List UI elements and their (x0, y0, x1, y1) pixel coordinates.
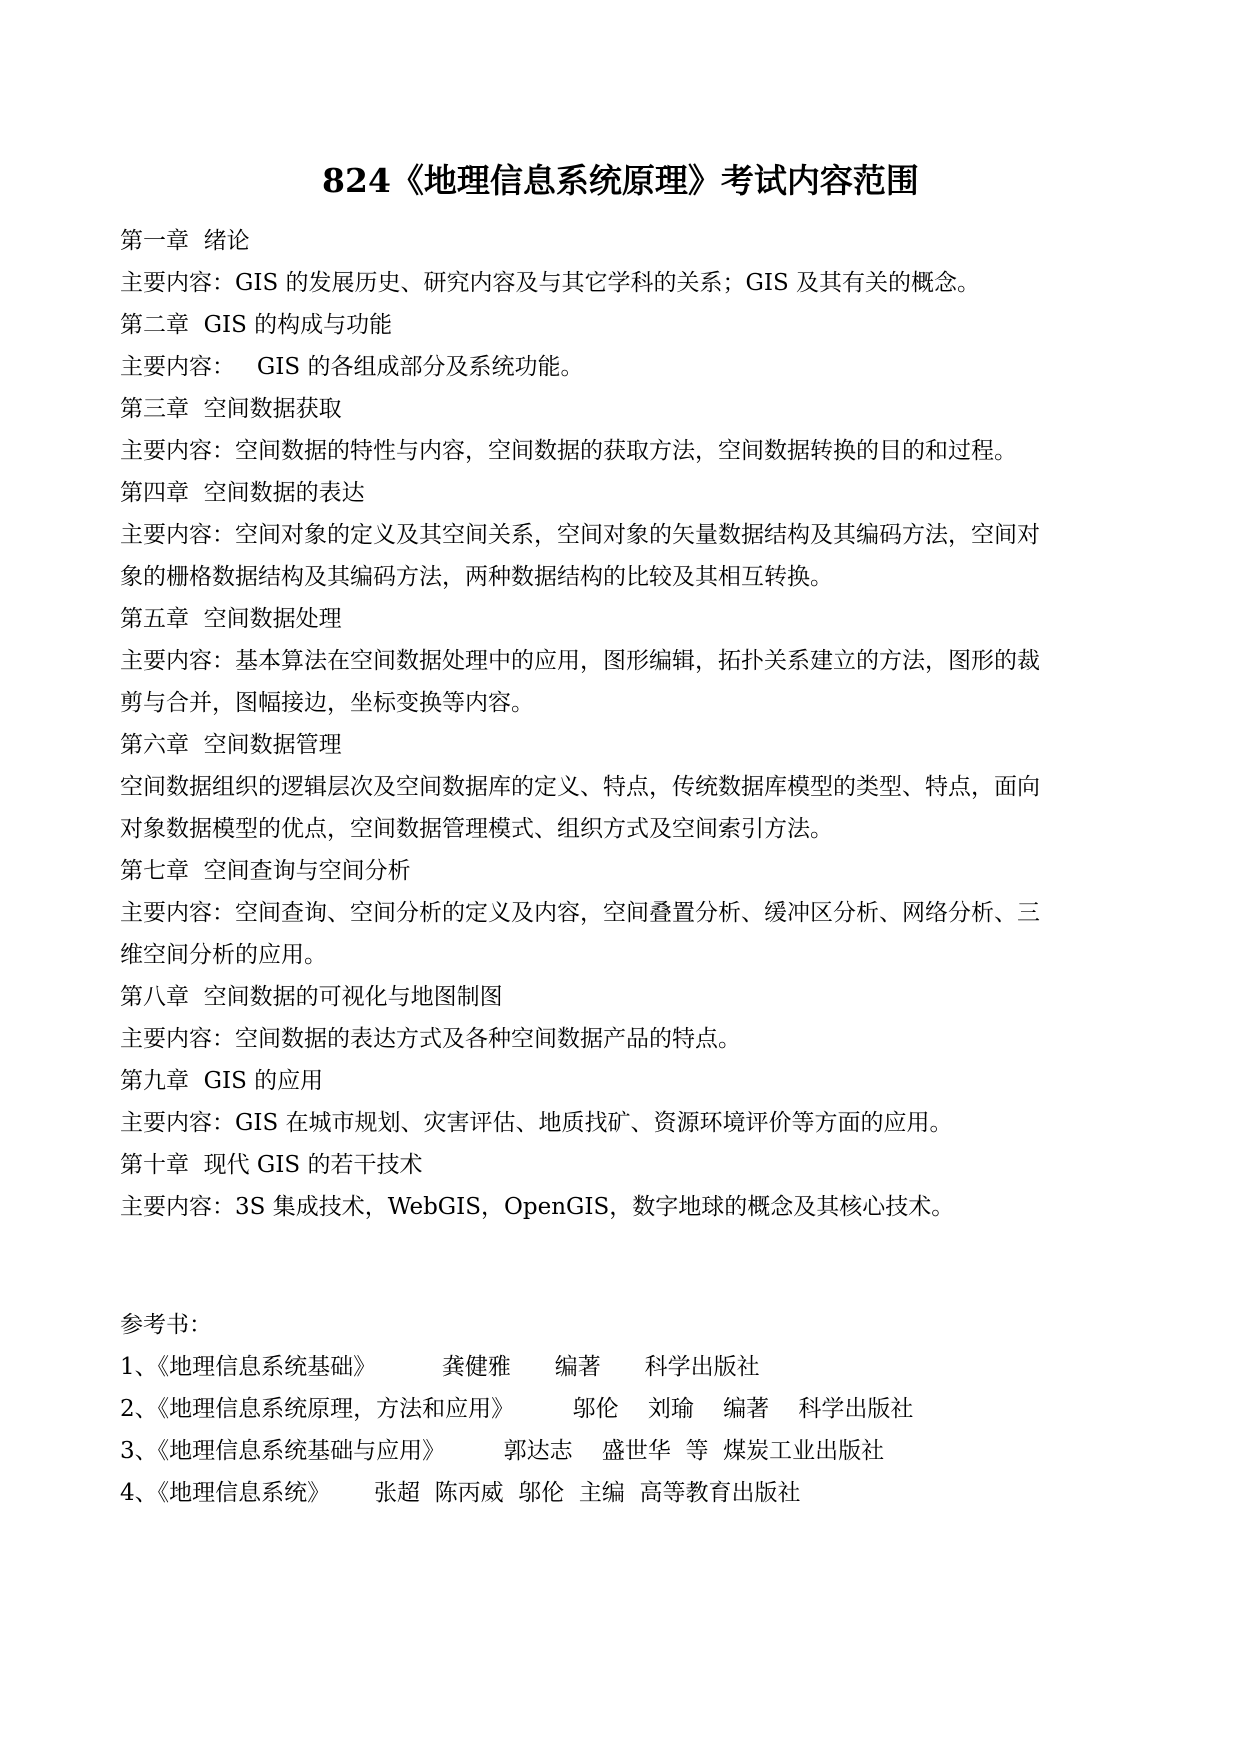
chapter-heading: 第四章 空间数据的表达 (120, 480, 365, 506)
chapter-heading: 第二章 GIS 的构成与功能 (120, 312, 393, 338)
chapter-summary: 剪与合并，图幅接边，坐标变换等内容。 (120, 690, 534, 716)
reference-list (120, 1304, 1130, 1514)
document-title: 824《地理信息系统原理》考试内容范围 (322, 161, 919, 200)
chapter-heading: 第九章 GIS 的应用 (120, 1068, 324, 1094)
chapter-heading: 第一章 绪论 (120, 228, 250, 254)
chapter-heading: 第六章 空间数据管理 (120, 732, 342, 758)
chapter-heading: 第五章 空间数据处理 (120, 606, 342, 632)
chapter-heading: 第七章 空间查询与空间分析 (120, 858, 411, 884)
reference-item: 1、《地理信息系统基础》 龚健雅 编著 科学出版社 (120, 1354, 760, 1380)
chapter-summary: 象的栅格数据结构及其编码方法，两种数据结构的比较及其相互转换。 (120, 564, 833, 590)
reference-heading: 参考书： (120, 1312, 212, 1338)
chapter-heading: 第八章 空间数据的可视化与地图制图 (120, 984, 503, 1010)
chapter-summary: 主要内容：空间查询、空间分析的定义及内容，空间叠置分析、缓冲区分析、网络分析、三 (120, 900, 1040, 926)
chapter-summary: 主要内容：GIS 在城市规划、灾害评估、地质找矿、资源环境评价等方面的应用。 (120, 1110, 953, 1136)
chapter-summary: 主要内容：3S 集成技术，WebGIS，OpenGIS，数字地球的概念及其核心技术。 (120, 1194, 955, 1220)
chapter-summary: 对象数据模型的优点，空间数据管理模式、组织方式及空间索引方法。 (120, 816, 833, 842)
chapter-heading: 第三章 空间数据获取 (120, 396, 342, 422)
reference-item: 3、《地理信息系统基础与应用》 郭达志 盛世华 等 煤炭工业出版社 (120, 1438, 885, 1464)
chapter-heading: 第十章 现代 GIS 的若干技术 (120, 1152, 423, 1178)
chapter-summary: 主要内容：基本算法在空间数据处理中的应用，图形编辑，拓扑关系建立的方法，图形的裁 (120, 648, 1040, 674)
chapter-summary: 维空间分析的应用。 (120, 942, 327, 968)
chapter-summary: 主要内容：空间数据的表达方式及各种空间数据产品的特点。 (120, 1026, 741, 1052)
chapter-summary: 空间数据组织的逻辑层次及空间数据库的定义、特点，传统数据库模型的类型、特点，面向 (120, 774, 1040, 800)
chapter-summary: 主要内容：空间对象的定义及其空间关系，空间对象的矢量数据结构及其编码方法，空间对 (120, 522, 1040, 548)
chapter-summary: 主要内容：空间数据的特性与内容，空间数据的获取方法，空间数据转换的目的和过程。 (120, 438, 1017, 464)
syllabus-content (120, 220, 1130, 1228)
chapter-summary: 主要内容： GIS 的各组成部分及系统功能。 (120, 354, 584, 380)
chapter-summary: 主要内容：GIS 的发展历史、研究内容及与其它学科的关系；GIS 及其有关的概念。 (120, 270, 981, 296)
reference-item: 2、《地理信息系统原理，方法和应用》 邬伦 刘瑜 编著 科学出版社 (120, 1396, 914, 1422)
reference-item: 4、《地理信息系统》 张超 陈丙威 邬伦 主编 高等教育出版社 (120, 1480, 801, 1506)
